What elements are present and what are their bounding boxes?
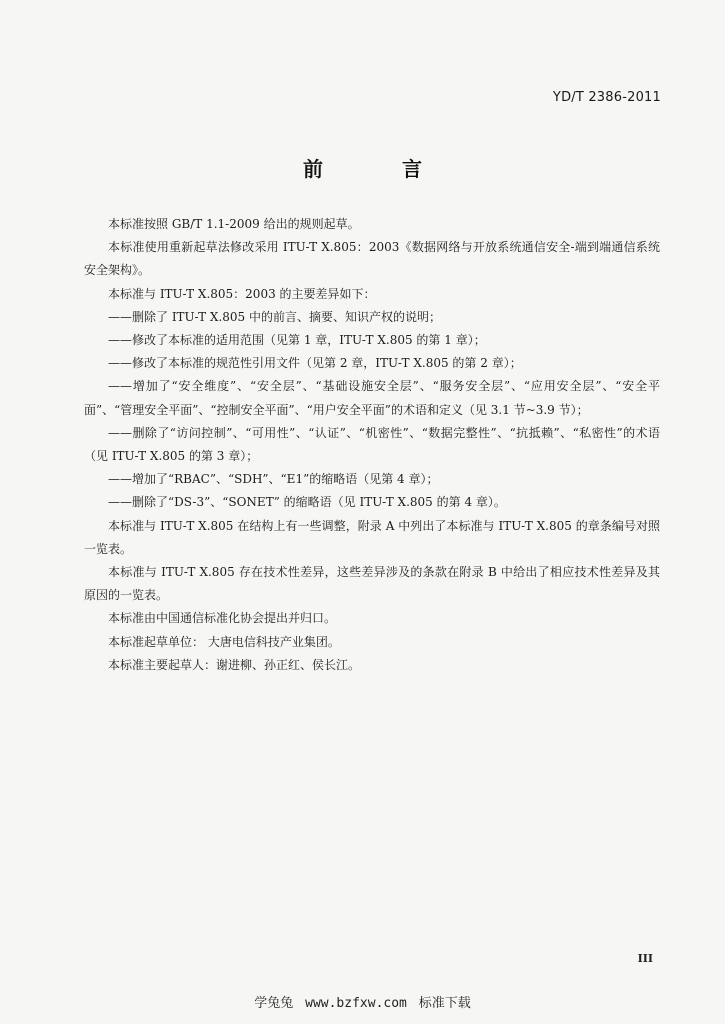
paragraph: 本标准按照 GB/T 1.1-2009 给出的规则起草。 bbox=[108, 217, 360, 231]
list-item: ——删除了“访问控制”、“可用性”、“认证”、“机密性”、“数据完整性”、“抗抵赖”、“私密性”的术语（见 ITU-T X.805 的第 3 章）； bbox=[84, 425, 660, 464]
paragraph: 本标准起草单位： 大唐电信科技产业集团。 bbox=[108, 634, 340, 649]
paragraph: 本标准主要起草人：谢进柳、孙正红、侯长江。 bbox=[108, 657, 361, 672]
list-item: ——增加了“RBAC”、“SDH”、“E1”的缩略语（见第 4 章）； bbox=[108, 472, 439, 487]
list-item: ——删除了“DS-3”、“SONET” 的缩略语（见 ITU-T X.805 的第 4 章）。 bbox=[108, 495, 506, 510]
list-item: ——修改了本标准的适用范围（见第 1 章，ITU-T X.805 的第 1 章）； bbox=[108, 333, 486, 348]
standard-number: YD/T 2386-2011 bbox=[552, 90, 661, 105]
paragraph: 本标准使用重新起草法修改采用 ITU-T X.805：2003《数据网络与开放系统通信安全-端到端通信系统安全架构》。 bbox=[84, 240, 660, 278]
list-item: ——删除了 ITU-T X.805 中的前言、摘要、知识产权的说明； bbox=[108, 309, 441, 324]
paragraph: 本标准与 ITU-T X.805：2003 的主要差异如下： bbox=[108, 286, 376, 301]
paragraph: 本标准与 ITU-T X.805 在结构上有一些调整，附录 A 中列出了本标准与 ITU-T X.805 的章条编号对照一览表。 bbox=[84, 518, 660, 556]
foreword-body bbox=[84, 213, 660, 677]
list-item: ——增加了“安全维度”、“安全层”、“基础设施安全层”、“服务安全层”、“应用安全层”、“安全平面”、“管理安全平面”、“控制安全平面”、“用户安全平面”的术语和定义（见 3.1 节~3.9 节）； bbox=[84, 379, 660, 417]
paragraph: 本标准与 ITU-T X.805 存在技术性差异，这些差异涉及的条款在附录 B 中给出了相应技术性差异及其原因的一览表。 bbox=[84, 565, 660, 603]
page-title: 前 言 bbox=[303, 157, 458, 181]
footer-watermark: 学兔兔 www.bzfxw.com 标准下载 bbox=[254, 996, 471, 1011]
page-number: III bbox=[637, 952, 653, 965]
paragraph: 本标准由中国通信标准化协会提出并归口。 bbox=[108, 611, 337, 626]
list-item: ——修改了本标准的规范性引用文件（见第 2 章，ITU-T X.805 的第 2 章）； bbox=[108, 356, 522, 371]
